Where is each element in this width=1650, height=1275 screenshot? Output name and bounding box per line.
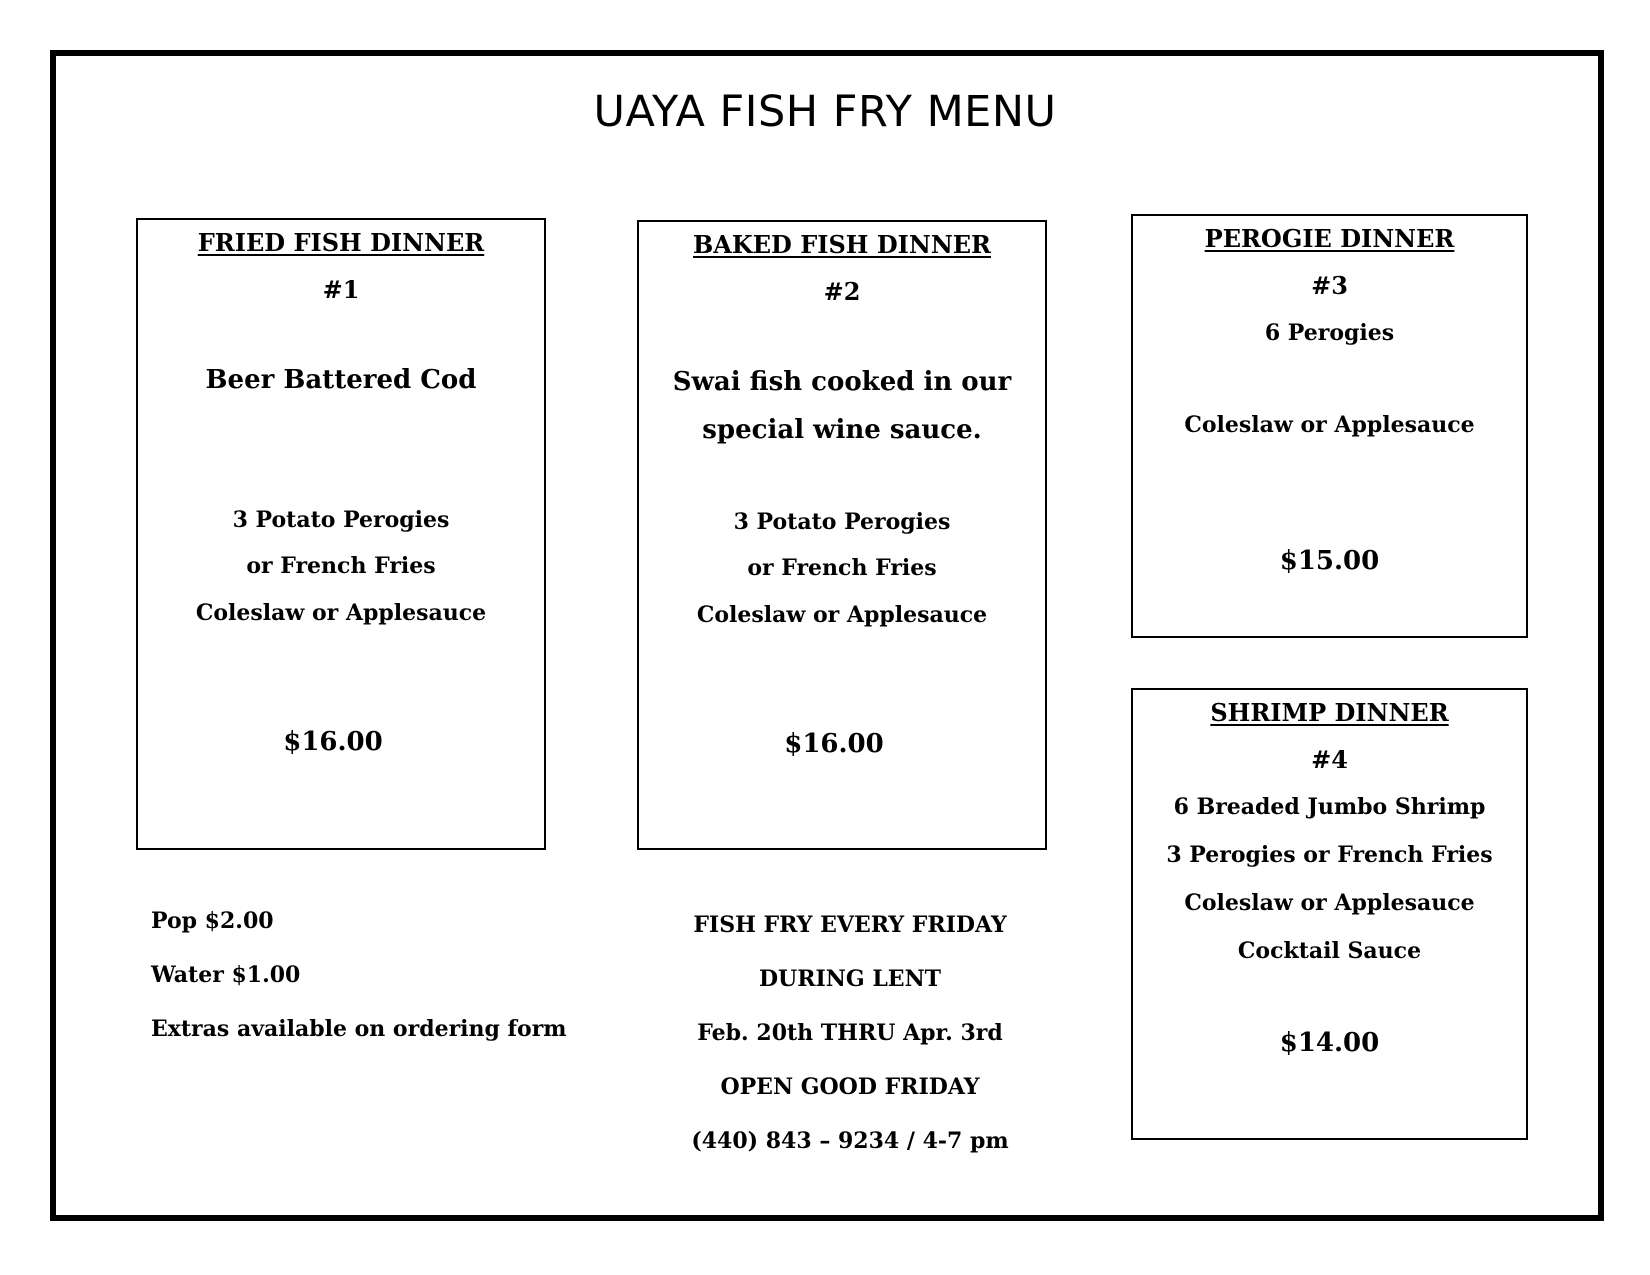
dinner-side: Cocktail Sauce	[1237, 938, 1422, 964]
dinner-side: 3 Perogies or French Fries	[1166, 842, 1493, 868]
schedule-line: DURING LENT	[758, 966, 942, 992]
extras-item: Pop $2.00	[151, 908, 274, 934]
dinner-number: #4	[1311, 745, 1348, 774]
dinner-side: 3 Potato Perogies	[733, 509, 951, 535]
extras-item: Water $1.00	[151, 962, 301, 988]
dinner-price: $16.00	[283, 727, 383, 757]
dinner-main-item: Swai fish cooked in our	[672, 367, 1012, 397]
shrimp-dinner-card	[1131, 688, 1528, 1140]
fried-fish-dinner-card	[136, 218, 546, 850]
dinner-side: Coleslaw or Applesauce	[1184, 890, 1475, 916]
dinner-price: $16.00	[784, 729, 884, 759]
dinner-number: #3	[1311, 271, 1348, 300]
dinner-heading: SHRIMP DINNER	[1210, 698, 1449, 727]
dinner-side: Coleslaw or Applesauce	[696, 602, 988, 628]
dinner-heading: PEROGIE DINNER	[1204, 224, 1455, 253]
dinner-main-item: 6 Breaded Jumbo Shrimp	[1173, 794, 1486, 820]
page-title: UAYA FISH FRY MENU	[593, 87, 1057, 137]
schedule-line: Feb. 20th THRU Apr. 3rd	[697, 1020, 1003, 1046]
dinner-main-item: Beer Battered Cod	[205, 365, 477, 395]
contact-line: (440) 843 – 9234 / 4-7 pm	[691, 1128, 1009, 1154]
dinner-side: Coleslaw or Applesauce	[1184, 412, 1475, 438]
schedule-line: OPEN GOOD FRIDAY	[720, 1074, 980, 1100]
extras-item: Extras available on ordering form	[151, 1016, 567, 1042]
perogie-dinner-card	[1131, 214, 1528, 638]
dinner-price: $14.00	[1279, 1028, 1380, 1058]
dinner-side: 3 Potato Perogies	[232, 507, 450, 533]
dinner-number: #2	[823, 277, 861, 306]
dinner-main-item: special wine sauce.	[702, 415, 982, 445]
dinner-heading: FRIED FISH DINNER	[197, 228, 485, 257]
dinner-number: #1	[322, 275, 360, 304]
dinner-side: Coleslaw or Applesauce	[195, 600, 487, 626]
dinner-side: or French Fries	[747, 555, 937, 581]
dinner-side: or French Fries	[246, 553, 436, 579]
dinner-price: $15.00	[1279, 546, 1380, 576]
dinner-heading: BAKED FISH DINNER	[692, 230, 991, 259]
baked-fish-dinner-card	[637, 220, 1047, 850]
schedule-line: FISH FRY EVERY FRIDAY	[693, 912, 1007, 938]
dinner-main-item: 6 Perogies	[1264, 320, 1395, 346]
